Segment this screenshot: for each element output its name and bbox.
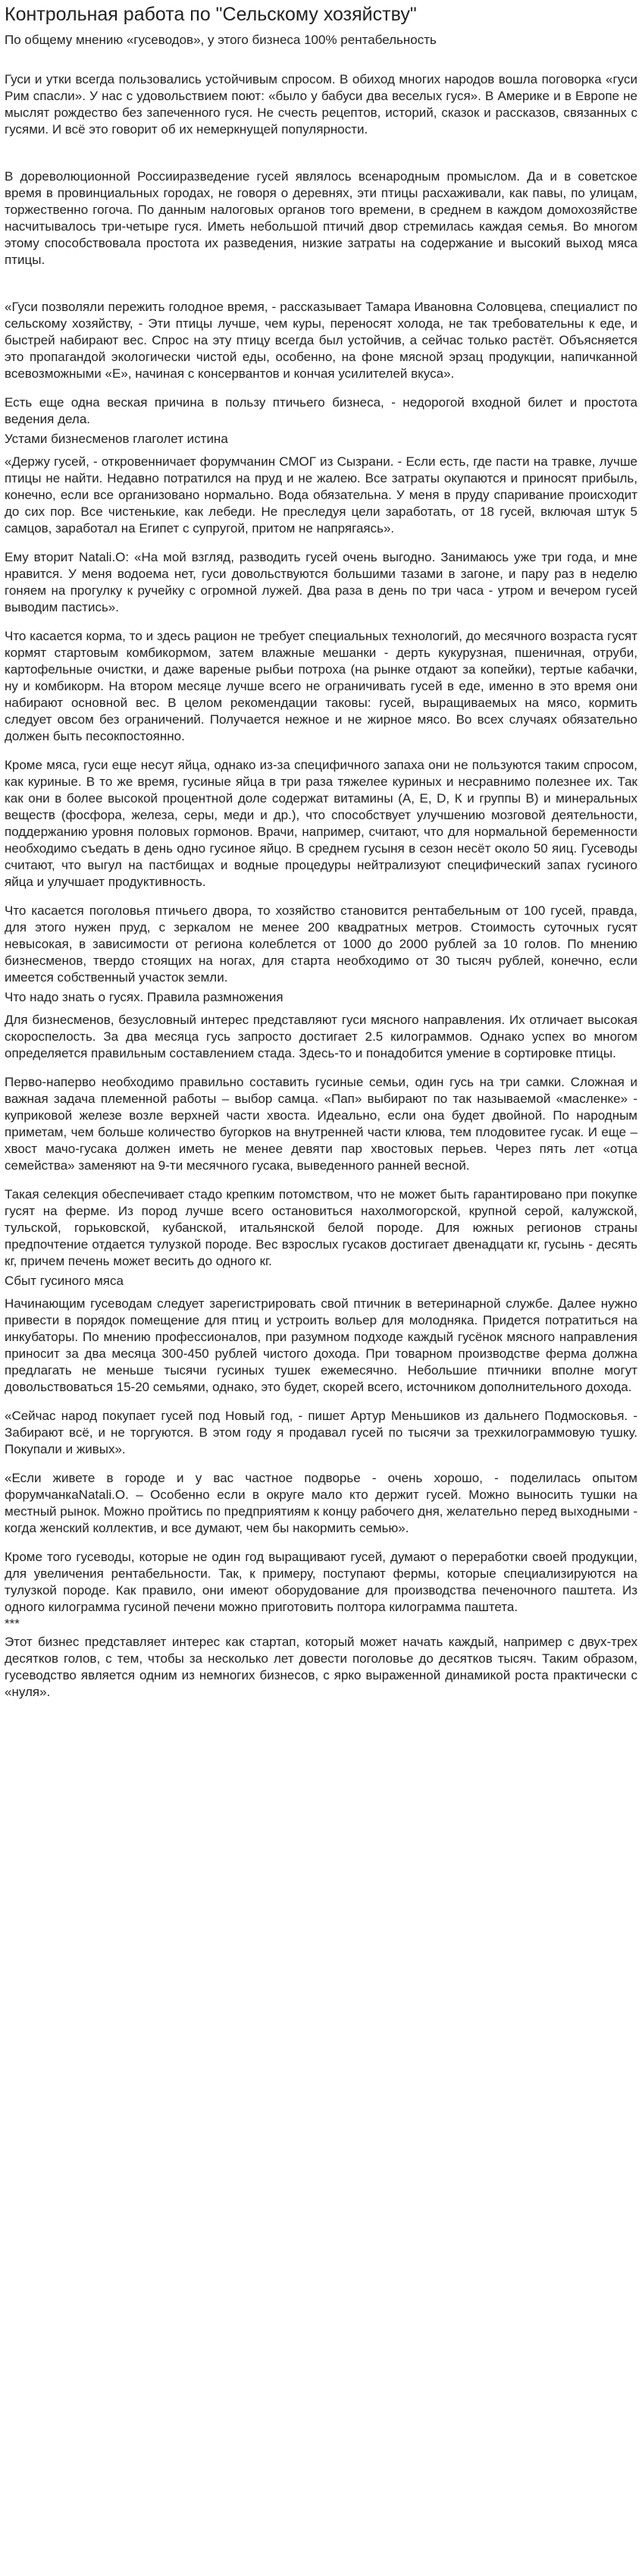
section-divider: *** [5,1616,20,1631]
paragraph-quote-smog: «Держу гусей, - откровенничает форумчанин СМОГ из Сызрани. - Если есть, где пасти на травке, лучше птицы не найти. Недавно потратился на пруд и не жалею. Все затраты окупаются и приносят прибыль, конечно, если все организовано нормально. Вода обязательна. У меня в пруду спаривание происходит до сих пор. Все чистенькие, как лебеди. Не преследуя цели заработать, от 18 гусей, включая штук 5 самцов, заработал на Египет с супругой, притом не напрягаясь». [5,454,637,536]
paragraph-conclusion: Этот бизнес представляет интерес как стартап, который может начать каждый, например с двух-трех десятков голов, с тем, чтобы за несколько лет довести поголовье до десятков тысяч. Таким образом, гусеводство является одним из немногих бизнесов, с ярко выраженной динамикой роста практически с «нуля». [5,1635,637,1699]
paragraph-history: В дореволюционной Россииразведение гусей являлось всенародным промыслом. Да и в советское время в провинциальных городах, не говоря о деревнях, эти птицы расхаживали, как павы, по улицам, торжественно гогоча. По данным налоговых органов того времени, в среднем в каждом домохозяйстве насчитывалось три-четыре гуся. Иметь небольшой птичий двор стремилась каждая семья. Во многом этому способствовала простота их разведения, низкие затраты на содержание и высокий выход мяса птицы. [5,169,637,267]
paragraph-quote-natali-city: «Если живете в городе и у вас частное подворье - очень хорошо, - поделилась опытом форумчанкаNatali.O. – Особенно если в округе мало кто держит гусей. Можно выносить тушки на местный рынок. Можно пройтись по предприятиям к концу рабочего дня, желательно перед выходными - когда женский коллектив, и все думают, чем бы накормить семью». [5,1471,637,1535]
paragraph-selection: Такая селекция обеспечивает стадо крепким потомством, что не может быть гарантировано при покупке гусят на ферме. Из пород лучше всего остановиться нахолмогорской, крупной серой, калужской, тульской, горьковской, кубанской, итальянской белой породе. Для южных регионов страны предпочтение отдается тулузкой породе. Вес взрослых гусаков достигает двенадцати кг, гусынь - десять кг, причем печень может весить до одного кг. [5,1187,637,1268]
paragraph-intro: Гуси и утки всегда пользовались устойчивым спросом. В обиход многих народов вошла поговорка «гуси Рим спасли». У нас с удовольствием поют: «было у бабуси два веселых гуся». В Америке и в Европе не мыслят рождество без запеченного гуся. Не счесть рецептов, историй, сказок и рассказов, связанных с гусями. И всё это говорит об их немеркнущей популярности. [5,72,637,137]
paragraph-quote-natali: Ему вторит Natali.O: «На мой взгляд, разводить гусей очень выгодно. Занимаюсь уже три года, и мне нравится. У меня водоема нет, гуси довольствуются большими тазами в загоне, и пару раз в неделю гоняем на прогулку к ручейку с огромной лужей. Два раза в день по три часа - утром и вечером гусей выводим пастись». [5,550,637,614]
paragraph-registration: Начинающим гусеводам следует зарегистрировать свой птичник в ветеринарной службе. Далее нужно привести в порядок помещение для птиц и устроить вольер для молодняка. Придется потратиться на инкубаторы. По мнению профессионалов, при разумном подходе каждый гусёнок мясного направления приносит за два месяца 300-450 рублей чистого дохода. При товарном производстве ферма должна предлагать не меньше тысячи гусиных тушек ежемесячно. Небольшие птичники вполне могут довольствоваться 15-20 семьями, однако, это будет, скорей всего, источником дополнительного дохода. [5,1296,637,1394]
paragraph-quote-menshikov: «Сейчас народ покупает гусей под Новый год, - пишет Артур Меньшиков из дальнего Подмосковья. - Забирают всё, и не торгуются. В этом году я продавал гусей по тысячи за трехкилограммовую тушку. Покупали и живых». [5,1409,637,1456]
paragraph-meat-breeds: Для бизнесменов, безусловный интерес представляют гуси мясного направления. Их отличает высокая скороспелость. За два месяца гусь запросто достигает 2.5 килограммов. Однако успех во многом определяется правильным составлением стада. Здесь-то и понадобится умение в сортировке птицы. [5,1013,637,1060]
paragraph-families: Перво-наперво необходимо правильно составить гусиные семьи, один гусь на три самки. Сложная и важная задача племенной работы – выбор самца. «Пап» выбирают по так называемой «масленке» - куприковой железе возле верхней части хвоста. Идеально, если она будет двойной. По народным приметам, чем больше количество бугорков на внутренней части клюва, тем плодовитее гусак. И еще – хвост мачо-гусака должен иметь не менее девяти пар хвостовых перьев. Через пять лет «отца семейства» заменяют на 9-ти месячного гусака, выведенного ранней весной. [5,1075,637,1173]
subheading-businessmen: Устами бизнесменов глаголет истина [5,432,228,446]
subheading-sales: Сбыт гусиного мяса [5,1274,124,1288]
article-title: Контрольная работа по "Сельскому хозяйству" [5,4,417,25]
subheading-breeding: Что надо знать о гусях. Правила размножения [5,990,283,1004]
paragraph-reason: Есть еще одна веская причина в пользу птичьего бизнеса, - недорогой входной билет и простота ведения дела. [5,395,637,426]
paragraph-feed: Что касается корма, то и здесь рацион не требует специальных технологий, до месячного возраста гусят кормят стартовым комбикормом, затем влажные мешанки - дерть кукурузная, пшеничная, отруби, картофельные очистки, и даже вареные рыбьи потроха (на рынке отдают за копейки), тертые кабачки, ну и комбикорм. На втором месяце лучше всего не ограничивать гусей в еде, именно в это время они набирают основной вес. В целом рекомендации таковы: гусей, выращиваемых на мясо, кормить следует овсом без ограничений. Получается нежное и не жирное мясо. Во всех случаях обязательно должен быть песокпостоянно. [5,629,637,743]
paragraph-eggs: Кроме мяса, гуси еще несут яйца, однако из-за специфичного запаха они не пользуются таким спросом, как куриные. В то же время, гусиные яйца в три раза тяжелее куриных и несравнимо полезнее их. Так как они в более высокой процентной доле содержат витамины (А, Е, D, К и группы В) и минеральных веществ (фосфора, железа, серы, меди и др.), что способствует улучшению мозговой деятельности, поддержанию уровня половых гормонов. Врачи, например, считают, что для нормальной беременности необходимо съедать в день одно гусиное яйцо. В среднем гусыня в сезон несёт около 50 яиц. Гусеводы считают, что выгул на пастбищах и водные процедуры нейтрализуют специфический запах гусиного яйца и улучшает продуктивность. [5,758,637,889]
paragraph-quote-solovtseva: «Гуси позволяли пережить голодное время, - рассказывает Тамара Ивановна Соловцева, специалист по сельскому хозяйству, - Эти птицы лучше, чем куры, переносят холода, не так требовательны к еде, и быстрей набирают вес. Спрос на эту птицу всегда был устойчив, а сейчас только растёт. Объясняется это пропагандой экологически чистой еды, особенно, на фоне мясной эрзац продукции, напичканной всевозможными «Е», начиная с консервантов и кончая усилителей вкуса». [5,300,637,381]
paragraph-processing: Кроме того гусеводы, которые не один год выращивают гусей, думают о переработки своей продукции, для увеличения рентабельности. Так, к примеру, поступают фермы, которые специализируются на тулузкой породе. Как правило, они имеют оборудование для производства печеночного паштета. Из одного килограмма гусиной печени можно приготовить полтора килограмма паштета. [5,1550,637,1614]
paragraph-profitability: Что касается поголовья птичьего двора, то хозяйство становится рентабельным от 100 гусей, правда, для этого нужен пруд, с зеркалом не менее 200 квадратных метров. Стоимость суточных гусят невысокая, в зависимости от региона колеблется от 1000 до 2000 рублей за 10 голов. По мнению бизнесменов, твердо стоящих на ногах, для старта необходимо от 30 тысяч рублей, конечно, если имеется собственный участок земли. [5,903,637,985]
article-lead: По общему мнению «гусеводов», у этого бизнеса 100% рентабельность [5,33,437,47]
